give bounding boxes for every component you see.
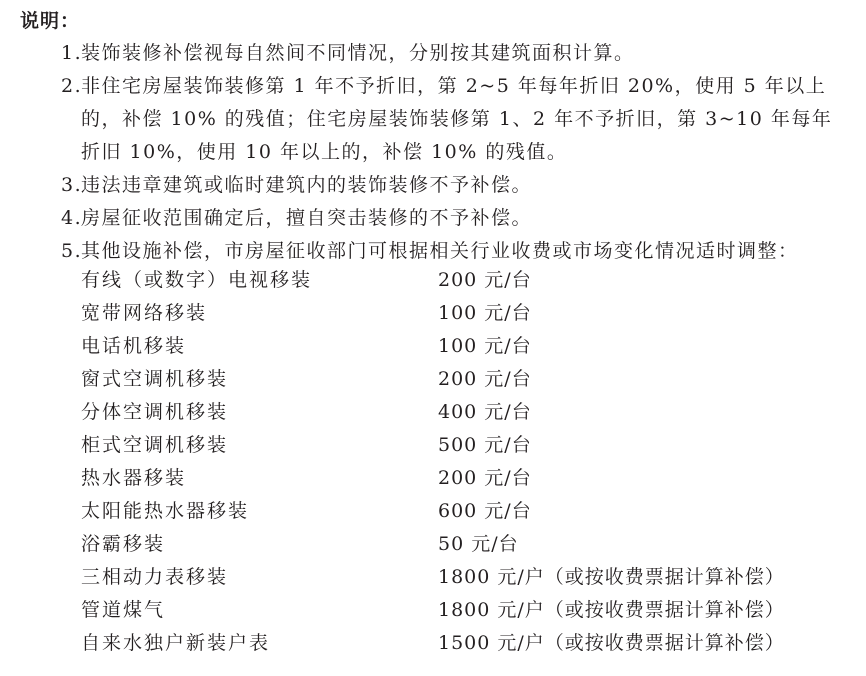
note-2 [61, 70, 851, 169]
note-text: 非住宅房屋装饰装修第 1 年不予折旧，第 2~5 年每年折旧 20%，使用 5 年以上 [81, 75, 827, 97]
note-number: 2. [61, 75, 83, 97]
note-number: 5. [61, 240, 83, 262]
list-item [81, 363, 841, 396]
list-item [81, 297, 841, 330]
item-price: 400 元/台 [438, 401, 532, 423]
item-price: 200 元/台 [438, 269, 532, 291]
list-item [81, 429, 841, 462]
item-price: 200 元/台 [438, 368, 532, 390]
item-price: 1800 元/户（或按收费票据计算补偿） [438, 599, 785, 621]
list-item [81, 495, 841, 528]
note-3 [61, 169, 851, 202]
item-price: 500 元/台 [438, 434, 532, 456]
note-number: 3. [61, 174, 83, 196]
item-price: 100 元/台 [438, 302, 532, 324]
item-name: 自来水独户新装户表 [81, 632, 271, 654]
note-number: 4. [61, 207, 83, 229]
note-text-continued: 折旧 10%，使用 10 年以上的，补偿 10% 的残值。 [81, 141, 568, 163]
note-1 [61, 37, 851, 70]
item-name: 窗式空调机移装 [81, 368, 229, 390]
item-name: 电话机移装 [81, 335, 187, 357]
note-4 [61, 202, 851, 235]
list-item [81, 594, 841, 627]
item-price: 100 元/台 [438, 335, 532, 357]
list-item [81, 264, 841, 297]
note-text: 装饰装修补偿视每自然间不同情况，分别按其建筑面积计算。 [81, 42, 635, 64]
facility-compensation-list [81, 264, 841, 660]
item-name: 三相动力表移装 [81, 566, 229, 588]
item-name: 有线（或数字）电视移装 [81, 269, 313, 291]
note-text: 房屋征收范围确定后，擅自突击装修的不予补偿。 [81, 207, 533, 229]
note-number: 1. [61, 42, 83, 64]
list-item [81, 528, 841, 561]
item-price: 1500 元/户（或按收费票据计算补偿） [438, 632, 785, 654]
item-price: 50 元/台 [438, 533, 519, 555]
item-name: 热水器移装 [81, 467, 187, 489]
list-item [81, 462, 841, 495]
item-price: 1800 元/户（或按收费票据计算补偿） [438, 566, 785, 588]
item-name: 宽带网络移装 [81, 302, 208, 324]
item-name: 太阳能热水器移装 [81, 500, 250, 522]
list-item [81, 330, 841, 363]
note-text: 其他设施补偿，市房屋征收部门可根据相关行业收费或市场变化情况适时调整： [81, 240, 799, 262]
list-item [81, 561, 841, 594]
list-item [81, 396, 841, 429]
item-price: 200 元/台 [438, 467, 532, 489]
item-name: 柜式空调机移装 [81, 434, 229, 456]
item-price: 600 元/台 [438, 500, 532, 522]
notes-heading: 说明： [20, 10, 81, 32]
item-name: 浴霸移装 [81, 533, 166, 555]
list-item [81, 627, 841, 660]
item-name: 分体空调机移装 [81, 401, 229, 423]
item-name: 管道煤气 [81, 599, 166, 621]
note-text: 违法违章建筑或临时建筑内的装饰装修不予补偿。 [81, 174, 533, 196]
note-text-continued: 的，补偿 10% 的残值；住宅房屋装饰装修第 1、2 年不予折旧，第 3~10 年每年 [81, 108, 833, 130]
